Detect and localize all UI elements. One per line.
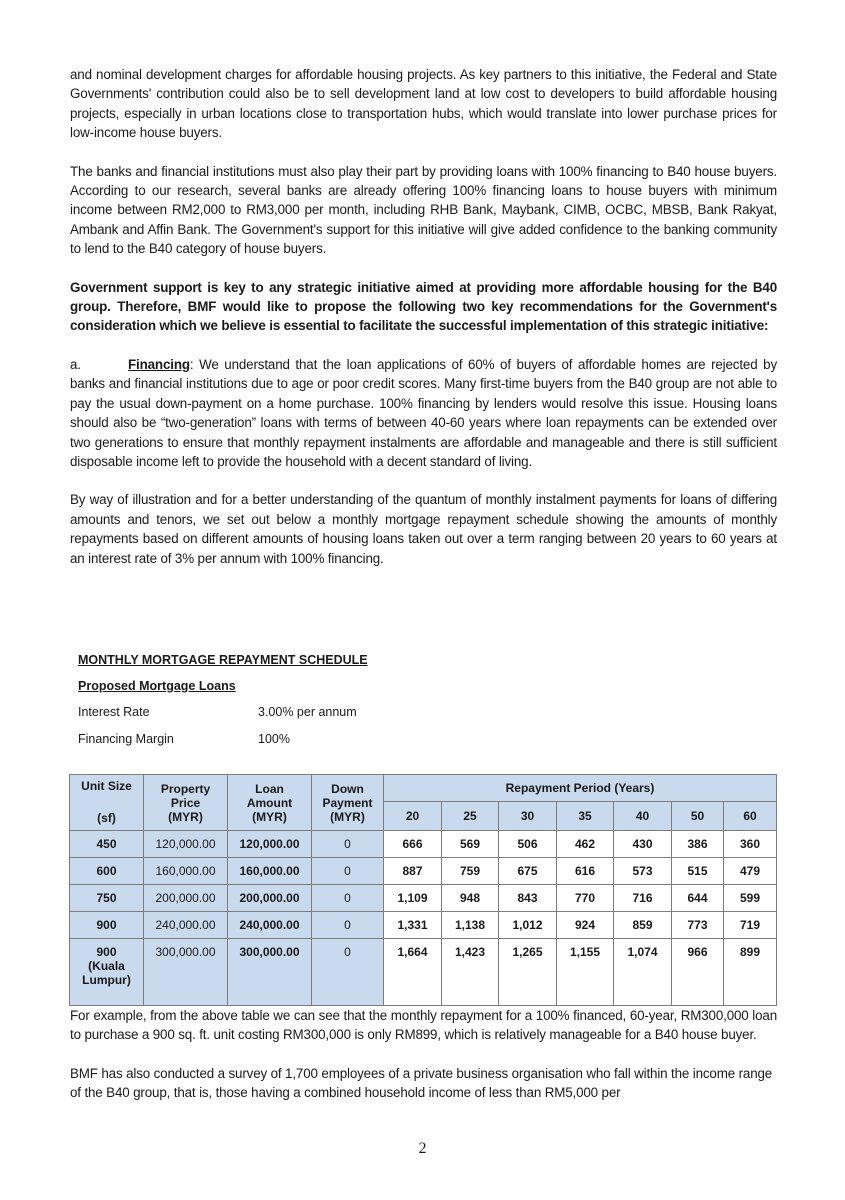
item-label: a. [70,356,81,372]
table-row [70,831,777,858]
header-loan-amount [228,775,312,831]
header-unit-size [70,775,144,831]
cell-monthly-repayment: 515 [672,858,724,885]
paragraph-government-support: Government support is key to any strategic initiative aimed at providing more affordable housing for the B40 group. Therefore, BMF would like to propose the following two key recommendations for the Government's consideration which we believe is essential to facilitate the successful implementation of this strategic initiative: [70,279,777,334]
page-number: 2 [418,1140,427,1157]
schedule-subtitle: Proposed Mortgage Loans [78,679,236,693]
header-down-payment-unit: (MYR) [330,809,365,824]
paragraph-illustration: By way of illustration and for a better understanding of the quantum of monthly instalment payments for loans of differing amounts and tenors, we set out below a monthly mortgage repayment schedule showing the amounts of monthly repayments based on different amounts of housing loans taken out over a term ranging between 20 years to 60 years at an interest rate of 3% per annum with 100% financing. [70,492,777,566]
header-repayment-period: Repayment Period (Years) [384,775,777,802]
cell-monthly-repayment: 899 [724,939,777,1006]
financing-margin-row [78,732,778,759]
cell-monthly-repayment: 569 [442,831,499,858]
cell-monthly-repayment: 1,265 [499,939,557,1006]
paragraph-financing [70,355,777,471]
cell-loan-amount: 160,000.00 [228,858,312,885]
financing-heading: Financing [128,356,190,372]
cell-monthly-repayment: 924 [557,912,614,939]
cell-monthly-repayment: 1,155 [557,939,614,1006]
schedule-section [78,653,778,759]
header-property-price [144,775,228,831]
cell-monthly-repayment: 966 [672,939,724,1006]
financing-body: : We understand that the loan applications of 60% of buyers of affordable homes are rejected by banks and financial institutions due to age or poor credit scores. Many first-time buyers from the B40 group are not able to pay the usual down-payment on a home purchase. 100% financing by lenders would resolve this issue. Housing loans should also be “two-generation” loans with terms of between 40-60 years where loan repayments can be extended over two generations to ensure that monthly repayment instalments are affordable and manageable and there is still sufficient disposable income left to provide the household with a decent standard of living. [70,356,777,469]
cell-monthly-repayment: 386 [672,831,724,858]
cell-monthly-repayment: 675 [499,858,557,885]
table-header-row [70,775,777,802]
cell-unit-size [70,912,144,939]
cell-property-price: 200,000.00 [144,885,228,912]
document-body [70,65,777,568]
cell-monthly-repayment: 430 [614,831,672,858]
header-down-payment-label: Down Payment [322,781,373,810]
cell-property-price: 160,000.00 [144,858,228,885]
cell-loan-amount: 200,000.00 [228,885,312,912]
header-property-price-label: Property Price [160,781,211,810]
cell-unit-size [70,858,144,885]
financing-margin-value: 100% [258,732,290,746]
cell-monthly-repayment: 1,331 [384,912,442,939]
cell-monthly-repayment: 666 [384,831,442,858]
document-body-continued [70,1006,777,1103]
cell-down-payment: 0 [312,831,384,858]
cell-property-price: 300,000.00 [144,939,228,1006]
header-loan-amount-unit: (MYR) [252,809,287,824]
header-unit-size-unit: (sf) [97,811,116,825]
cell-monthly-repayment: 644 [672,885,724,912]
table-row [70,858,777,885]
cell-monthly-repayment: 479 [724,858,777,885]
cell-unit-size [70,831,144,858]
header-loan-amount-label: Loan Amount [246,781,293,810]
unit-size-value: 900 [96,945,117,959]
cell-monthly-repayment: 1,012 [499,912,557,939]
cell-monthly-repayment: 616 [557,858,614,885]
cell-down-payment: 0 [312,858,384,885]
cell-monthly-repayment: 770 [557,885,614,912]
header-property-price-unit: (MYR) [168,809,203,824]
cell-monthly-repayment: 1,423 [442,939,499,1006]
cell-property-price: 120,000.00 [144,831,228,858]
unit-size-note: (Kuala Lumpur) [82,959,131,987]
cell-monthly-repayment: 360 [724,831,777,858]
cell-monthly-repayment: 573 [614,858,672,885]
cell-monthly-repayment: 462 [557,831,614,858]
cell-down-payment: 0 [312,885,384,912]
cell-monthly-repayment: 506 [499,831,557,858]
cell-loan-amount: 120,000.00 [228,831,312,858]
cell-loan-amount: 300,000.00 [228,939,312,1006]
unit-size-value: 600 [96,864,117,878]
cell-monthly-repayment: 759 [442,858,499,885]
interest-rate-value: 3.00% per annum [258,705,357,719]
cell-monthly-repayment: 843 [499,885,557,912]
table-row [70,939,777,1006]
table-row [70,912,777,939]
header-down-payment [312,775,384,831]
unit-size-value: 900 [96,918,117,932]
paragraph-development-charges: and nominal development charges for affordable housing projects. As key partners to this initiative, the Federal and State Governments' contribution could also be to sell development land at low cost to developers to build affordable housing projects, especially in urban locations close to transportation hubs, which would translate into lower purchase prices for low-income house buyers. [70,67,777,141]
header-unit-size-label: Unit Size [81,779,132,793]
repayment-table [69,774,777,1006]
header-year: 60 [724,802,777,831]
cell-monthly-repayment: 1,074 [614,939,672,1006]
cell-monthly-repayment: 1,664 [384,939,442,1006]
cell-monthly-repayment: 1,138 [442,912,499,939]
header-year: 30 [499,802,557,831]
header-year: 35 [557,802,614,831]
paragraph-survey: BMF has also conducted a survey of 1,700 employees of a private business organisation who fall within the income range of the B40 group, that is, those having a combined household income of less than RM5,000 per [70,1065,773,1101]
cell-monthly-repayment: 887 [384,858,442,885]
interest-rate-label: Interest Rate [78,705,150,719]
cell-monthly-repayment: 1,109 [384,885,442,912]
cell-monthly-repayment: 948 [442,885,499,912]
cell-unit-size [70,939,144,1006]
paragraph-banks: The banks and financial institutions must also play their part by providing loans with 100% financing to B40 house buyers. According to our research, several banks are already offering 100% financing loans to house buyers with minimum income between RM2,000 to RM3,000 per month, including RHB Bank, Maybank, CIMB, OCBC, MBSB, Bank Rakyat, Ambank and Affin Bank. The Government's support for this initiative will give added confidence to the banking community to lend to the B40 category of house buyers. [70,163,777,257]
schedule-title: MONTHLY MORTGAGE REPAYMENT SCHEDULE [78,653,368,667]
cell-loan-amount: 240,000.00 [228,912,312,939]
interest-rate-row [78,705,778,732]
cell-monthly-repayment: 716 [614,885,672,912]
header-year: 25 [442,802,499,831]
cell-monthly-repayment: 859 [614,912,672,939]
table-row [70,885,777,912]
cell-unit-size [70,885,144,912]
cell-property-price: 240,000.00 [144,912,228,939]
cell-down-payment: 0 [312,939,384,1006]
cell-down-payment: 0 [312,912,384,939]
cell-monthly-repayment: 599 [724,885,777,912]
cell-monthly-repayment: 773 [672,912,724,939]
header-year: 50 [672,802,724,831]
cell-monthly-repayment: 719 [724,912,777,939]
header-year: 20 [384,802,442,831]
header-year: 40 [614,802,672,831]
unit-size-value: 450 [96,837,117,851]
paragraph-example: For example, from the above table we can see that the monthly repayment for a 100% financed, 60-year, RM300,000 loan to purchase a 900 sq. ft. unit costing RM300,000 is only RM899, which is relatively manageable for a B40 house buyer. [70,1008,777,1043]
unit-size-value: 750 [96,891,117,905]
financing-margin-label: Financing Margin [78,732,174,746]
